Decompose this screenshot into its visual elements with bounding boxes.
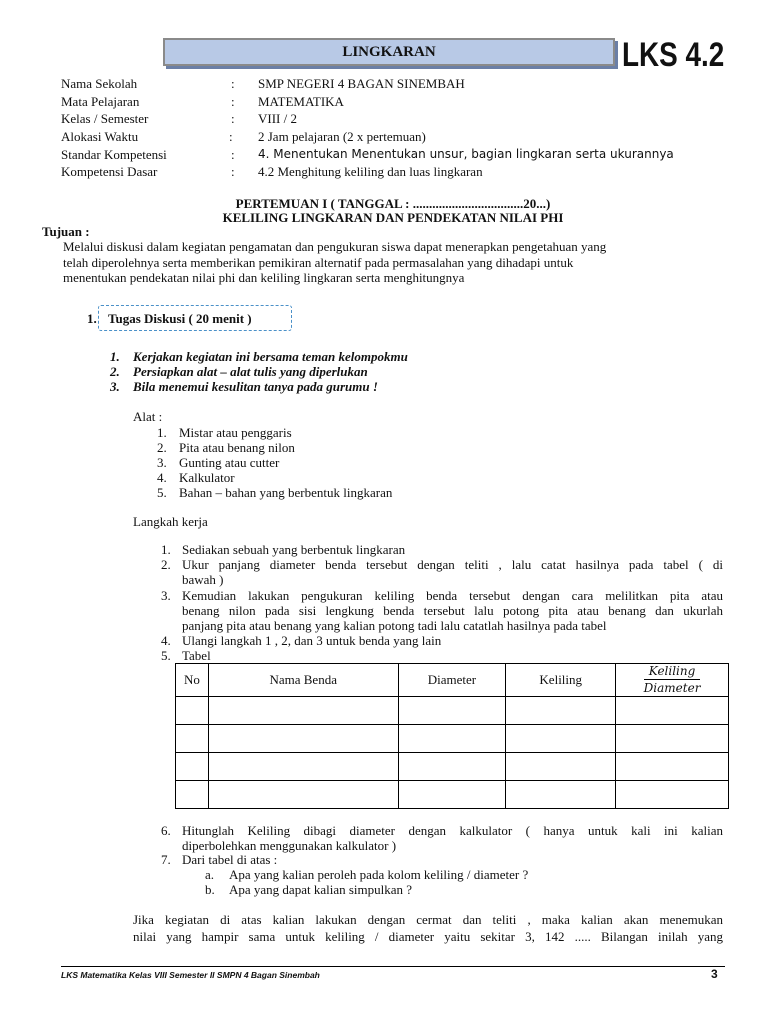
meeting-title: PERTEMUAN I ( TANGGAL : ..................................20...) <box>235 196 551 211</box>
alat-heading: Alat : <box>133 409 163 424</box>
info-value: MATEMATIKA <box>258 94 344 109</box>
instruction-text: Persiapkan alat – alat tulis yang diperlukan <box>133 364 368 379</box>
table-cell[interactable] <box>208 725 398 753</box>
alat-item: Pita atau benang nilon <box>179 440 295 455</box>
tujuan-line: Melalui diskusi dalam kegiatan pengamatan dan pengukuran siswa dapat menerapkan pengetahuan yang <box>63 239 607 254</box>
substep-letter: a. <box>205 867 215 882</box>
alat-number: 3. <box>157 455 167 470</box>
alat-item: Kalkulator <box>179 470 235 485</box>
step-text: bawah ) <box>182 572 224 587</box>
step-text: Hitunglah Keliling dibagi diameter dengan kalkulator ( hanya untuk kali ini kalian <box>182 823 723 838</box>
step-text: Ukur panjang diameter benda tersebut dengan teliti , lalu catat hasilnya pada tabel ( di <box>182 557 723 572</box>
alat-item: Gunting atau cutter <box>179 455 280 470</box>
alat-item: Mistar atau penggaris <box>179 425 292 440</box>
step-text: Tabel <box>182 648 211 663</box>
table-cell[interactable] <box>176 781 209 809</box>
step-number: 7. <box>161 852 171 867</box>
step-text: Sediakan sebuah yang berbentuk lingkaran <box>182 542 406 557</box>
step-number: 4. <box>161 633 171 648</box>
instruction-number: 1. <box>110 349 120 364</box>
alat-item: Bahan – bahan yang berbentuk lingkaran <box>179 485 393 500</box>
closing-line: nilai yang hampir sama untuk keliling / diameter yaitu sekitar 3, 142 ..... Bilangan inilah yang <box>133 929 723 944</box>
step-text: diperbolehkan menggunakan kalkulator ) <box>182 838 397 853</box>
instruction-text: Kerjakan kegiatan ini bersama teman kelompokmu <box>133 349 408 364</box>
table-cell[interactable] <box>176 753 209 781</box>
step-text: benang nilon pada sisi lengkung benda tersebut lalu potong pita atau benang dan ukurlah <box>182 603 723 618</box>
info-row-school <box>61 76 721 93</box>
table-cell[interactable] <box>398 725 506 753</box>
info-colon: : <box>231 147 235 162</box>
tugas-label: Tugas Diskusi ( 20 menit ) <box>108 311 252 326</box>
info-colon: : <box>231 76 235 91</box>
step-number: 1. <box>161 542 171 557</box>
info-row-basic-competency <box>61 164 721 181</box>
tujuan-line: menentukan pendekatan nilai phi dan keliling lingkaran serta menghitungnya <box>63 270 465 285</box>
ratio-fraction <box>644 664 701 695</box>
info-colon: : <box>231 111 235 126</box>
info-value: 2 Jam pelajaran (2 x pertemuan) <box>258 129 426 144</box>
table-cell[interactable] <box>208 781 398 809</box>
closing-line: Jika kegiatan di atas kalian lakukan dengan cermat dan teliti , maka kalian akan menemukan <box>133 912 723 927</box>
alat-number: 4. <box>157 470 167 485</box>
alat-number: 1. <box>157 425 167 440</box>
footer-text: LKS Matematika Kelas VIII Semester II SMPN 4 Bagan Sinembah <box>61 970 320 980</box>
header-ratio <box>616 664 729 697</box>
table-cell[interactable] <box>616 753 729 781</box>
table-cell[interactable] <box>506 781 616 809</box>
table-cell[interactable] <box>506 697 616 725</box>
table-cell[interactable] <box>616 697 729 725</box>
tugas-number: 1. <box>87 311 97 326</box>
step-text: Kemudian lakukan pengukuran keliling benda tersebut dengan cara melilitkan pita atau <box>182 588 723 603</box>
info-label: Kompetensi Dasar <box>61 164 158 179</box>
table-cell[interactable] <box>398 781 506 809</box>
info-label: Mata Pelajaran <box>61 94 140 109</box>
table-cell[interactable] <box>398 753 506 781</box>
info-colon: : <box>231 94 235 109</box>
step-number: 5. <box>161 648 171 663</box>
header-no: No <box>176 664 209 697</box>
alat-number: 5. <box>157 485 167 500</box>
footer-divider <box>61 966 725 967</box>
table-cell[interactable] <box>208 697 398 725</box>
alat-number: 2. <box>157 440 167 455</box>
instruction-number: 2. <box>110 364 120 379</box>
substep-letter: b. <box>205 882 215 897</box>
info-row-competency-standard <box>61 147 721 164</box>
header-nama-benda: Nama Benda <box>208 664 398 697</box>
info-colon: : <box>229 129 233 144</box>
info-value: VIII / 2 <box>258 111 297 126</box>
info-row-class <box>61 111 721 128</box>
measurement-table <box>175 663 729 809</box>
substep-text: Apa yang dapat kalian simpulkan ? <box>229 882 413 897</box>
substep-text: Apa yang kalian peroleh pada kolom keliling / diameter ? <box>229 867 529 882</box>
step-text: Dari tabel di atas : <box>182 852 278 867</box>
table-row <box>176 753 729 781</box>
instruction-text: Bila menemui kesulitan tanya pada gurumu ! <box>133 379 378 394</box>
step-number: 3. <box>161 588 171 603</box>
step-text: Ulangi langkah 1 , 2, dan 3 untuk benda yang lain <box>182 633 442 648</box>
step-number: 6. <box>161 823 171 838</box>
table-header-row <box>176 664 729 697</box>
header-keliling: Keliling <box>506 664 616 697</box>
table-row <box>176 697 729 725</box>
table-cell[interactable] <box>506 753 616 781</box>
langkah-heading: Langkah kerja <box>133 514 208 529</box>
info-row-time <box>61 129 721 146</box>
tujuan-heading: Tujuan : <box>42 224 90 239</box>
info-colon: : <box>231 164 235 179</box>
info-value: SMP NEGERI 4 BAGAN SINEMBAH <box>258 76 465 91</box>
table-cell[interactable] <box>176 697 209 725</box>
table-row <box>176 725 729 753</box>
document-title: LINGKARAN <box>163 38 615 66</box>
meeting-subtitle: KELILING LINGKARAN DAN PENDEKATAN NILAI PHI <box>222 210 564 225</box>
table-cell[interactable] <box>398 697 506 725</box>
table-cell[interactable] <box>208 753 398 781</box>
table-cell[interactable] <box>616 781 729 809</box>
info-label: Standar Kompetensi <box>61 147 167 162</box>
step-number: 2. <box>161 557 171 572</box>
ratio-denominator: Diameter <box>643 681 701 695</box>
table-cell[interactable] <box>616 725 729 753</box>
info-row-subject <box>61 94 721 111</box>
header-diameter: Diameter <box>398 664 506 697</box>
table-row <box>176 781 729 809</box>
info-label: Kelas / Semester <box>61 111 149 126</box>
ratio-numerator: Keliling <box>644 664 701 680</box>
table-cell[interactable] <box>176 725 209 753</box>
lks-badge: LKS 4.2 <box>622 36 725 74</box>
info-value: 4. Menentukan Menentukan unsur, bagian lingkaran serta ukurannya <box>258 147 674 161</box>
table-cell[interactable] <box>506 725 616 753</box>
page-number: 3 <box>711 967 718 981</box>
info-value: 4.2 Menghitung keliling dan luas lingkaran <box>258 164 483 179</box>
tujuan-line: telah diperolehnya serta memberikan pemikiran alternatif pada permasalahan yang dihadapi untuk <box>63 255 574 270</box>
instruction-number: 3. <box>110 379 120 394</box>
info-label: Alokasi Waktu <box>61 129 139 144</box>
step-text: panjang pita atau benang yang kalian potong tadi lalu catatlah hasilnya pada tabel <box>182 618 607 633</box>
info-label: Nama Sekolah <box>61 76 138 91</box>
